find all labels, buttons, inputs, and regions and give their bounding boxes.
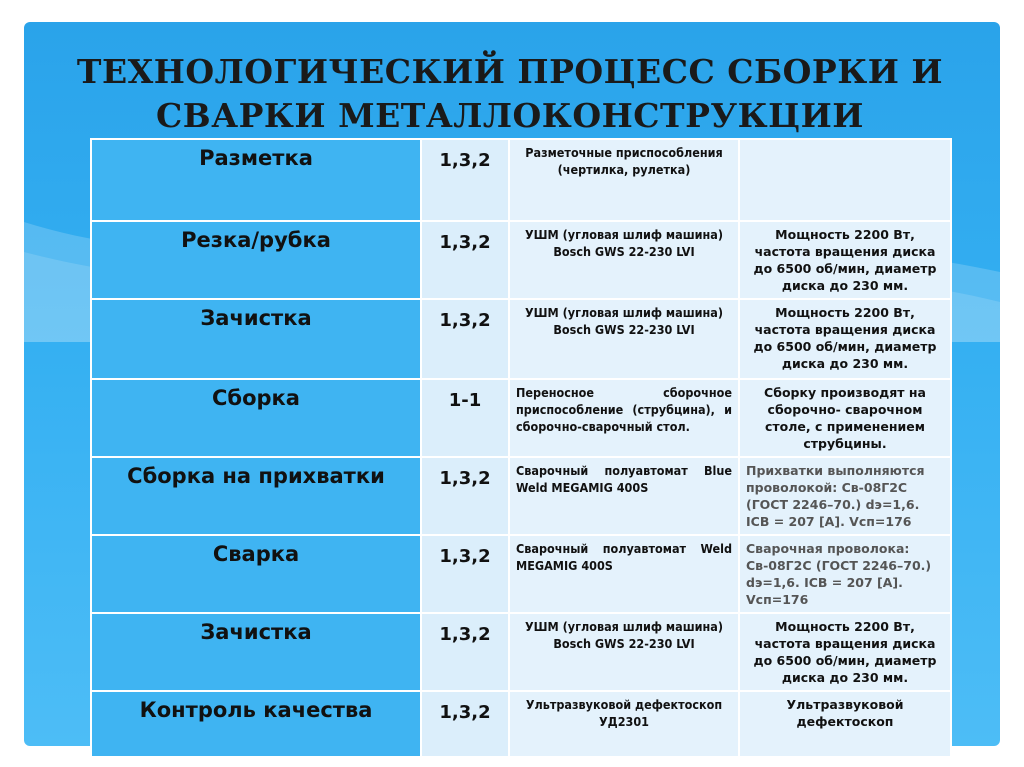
note-cell: Мощность 2200 Вт, частота вращения диска до 6500 об/мин, диаметр диска до 230 мм. [739,299,951,379]
code-cell: 1,3,2 [421,299,509,379]
code-cell: 1,3,2 [421,535,509,613]
note-cell: Мощность 2200 Вт, частота вращения диска до 6500 об/мин, диаметр диска до 230 мм. [739,613,951,691]
code-cell: 1,3,2 [421,139,509,221]
table-row [91,613,951,691]
operation-cell: Резка/рубка [91,221,421,299]
code-cell: 1,3,2 [421,613,509,691]
equipment-cell: УШМ (угловая шлиф машина) Bosch GWS 22-230 LVI [509,221,739,299]
operation-cell: Сборка [91,379,421,457]
note-cell: Прихватки выполняются проволокой: Св-08Г2С (ГОСТ 2246–70.) dэ=1,6. IСВ = 207 [A]. Vсп=176 [739,457,951,535]
operation-cell: Разметка [91,139,421,221]
equipment-cell: УШМ (угловая шлиф машина) Bosch GWS 22-230 LVI [509,299,739,379]
table-row [91,457,951,535]
equipment-cell: Переносное сборочное приспособление (струбцина), и сборочно-сварочный стол. [509,379,739,457]
process-table [90,138,952,758]
operation-cell: Зачистка [91,299,421,379]
table-row [91,535,951,613]
operation-cell: Сварка [91,535,421,613]
note-cell: Сборку производят на сборочно- сварочном столе, с применением струбцины. [739,379,951,457]
equipment-cell: УШМ (угловая шлиф машина) Bosch GWS 22-230 LVI [509,613,739,691]
table-row [91,379,951,457]
slide-title: ТЕХНОЛОГИЧЕСКИЙ ПРОЦЕСС СБОРКИ И СВАРКИ МЕТАЛЛОКОНСТРУКЦИИ [76,52,944,135]
note-cell [739,139,951,221]
operation-cell: Зачистка [91,613,421,691]
equipment-cell: Ультразвуковой дефектоскоп УД2301 [509,691,739,757]
table-row [91,691,951,757]
table-row [91,221,951,299]
code-cell: 1,3,2 [421,221,509,299]
equipment-cell: Сварочный полуавтомат Weld MEGAMIG 400S [509,535,739,613]
operation-cell: Контроль качества [91,691,421,757]
table-row [91,299,951,379]
code-cell: 1,3,2 [421,691,509,757]
table-row [91,139,951,221]
note-cell: Мощность 2200 Вт, частота вращения диска до 6500 об/мин, диаметр диска до 230 мм. [739,221,951,299]
equipment-cell: Сварочный полуавтомат Blue Weld MEGAMIG 400S [509,457,739,535]
note-cell: Ультразвуковой дефектоскоп [739,691,951,757]
code-cell: 1,3,2 [421,457,509,535]
operation-cell: Сборка на прихватки [91,457,421,535]
code-cell: 1-1 [421,379,509,457]
note-cell: Сварочная проволока: Св-08Г2С (ГОСТ 2246–70.) dэ=1,6. IСВ = 207 [A]. Vсп=176 [739,535,951,613]
equipment-cell: Разметочные приспособления (чертилка, рулетка) [509,139,739,221]
